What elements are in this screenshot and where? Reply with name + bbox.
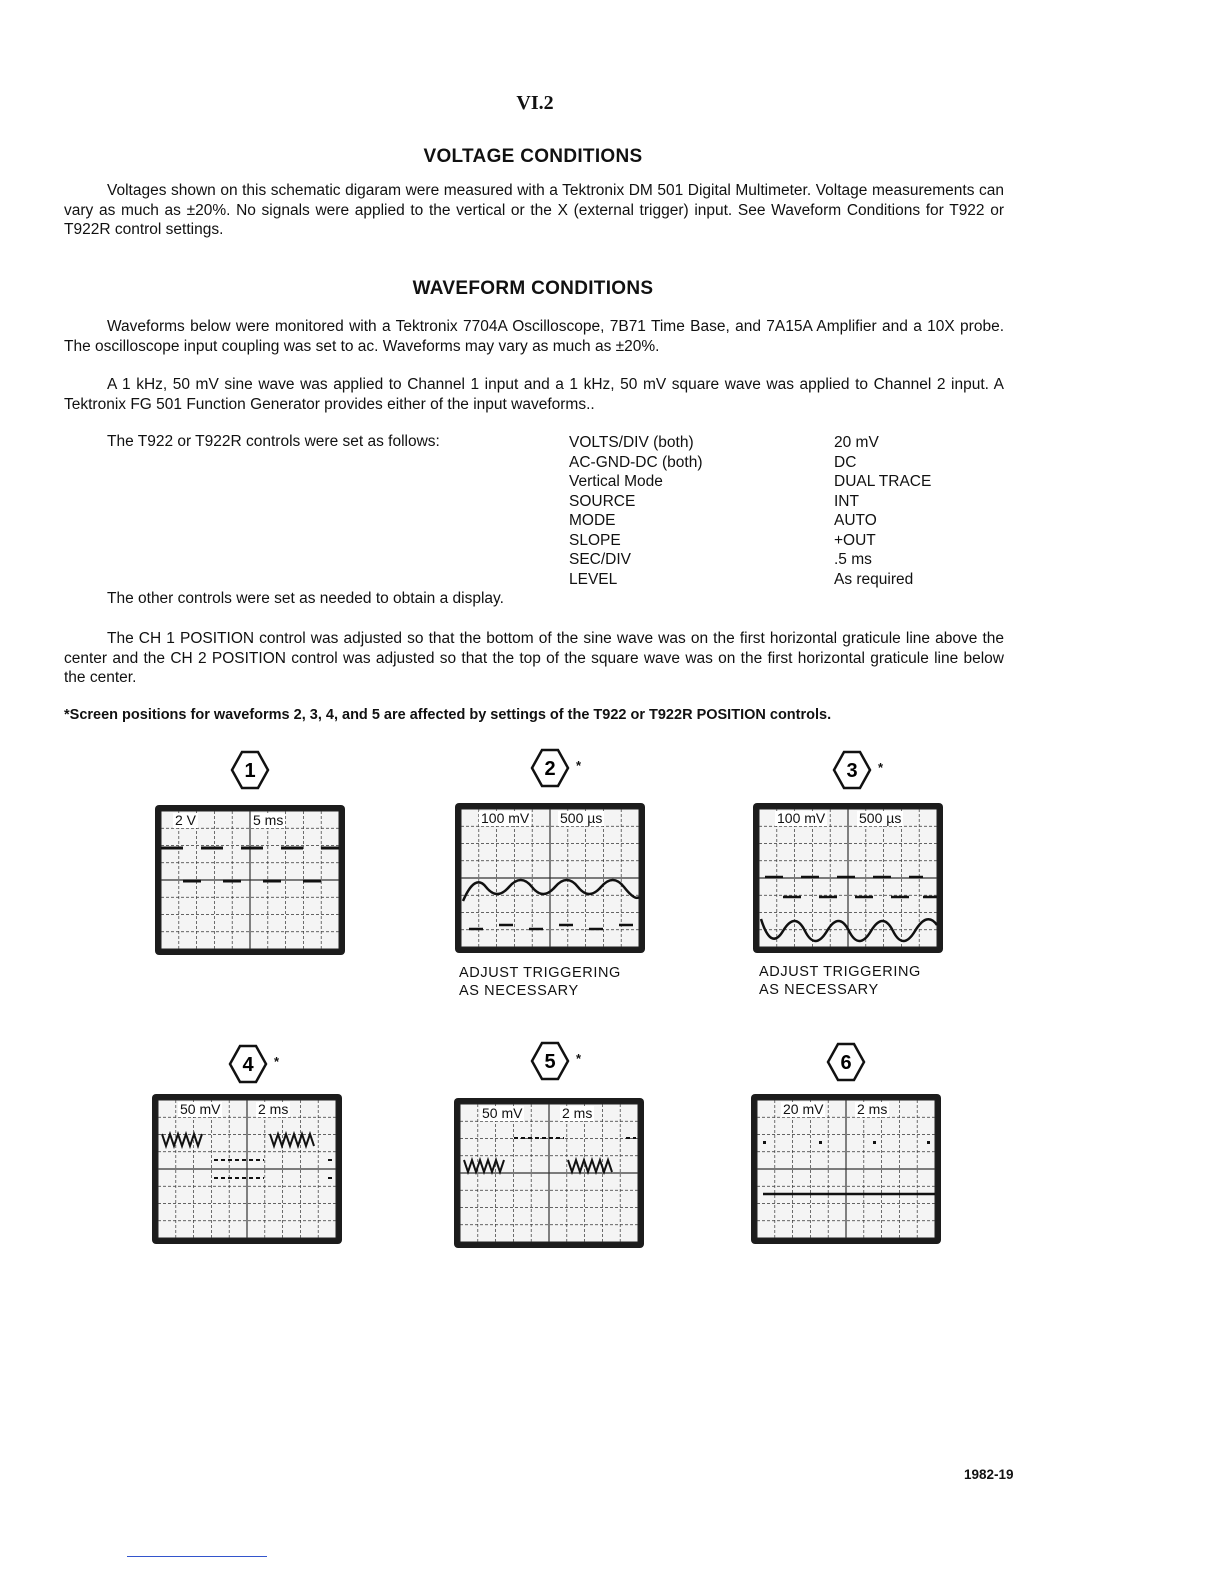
settings-row <box>569 492 931 512</box>
waveform-5-star: * <box>576 1051 582 1066</box>
scope-volts-label: 100 mV <box>777 810 826 826</box>
waveform-3-star: * <box>878 760 884 775</box>
waveform-paragraph-2 <box>64 375 1004 414</box>
waveform-4-label <box>228 1044 280 1084</box>
settings-row <box>569 550 931 570</box>
scope-time-label: 2 ms <box>258 1101 289 1117</box>
settings-control: SOURCE <box>569 492 636 510</box>
waveform-6-trace <box>751 1094 941 1244</box>
waveform-5-number: 5 <box>544 1051 556 1073</box>
waveform-2-star: * <box>576 758 582 773</box>
settings-row <box>569 570 931 590</box>
settings-value: DUAL TRACE <box>834 473 932 490</box>
scope-time-label: 500 µs <box>560 810 603 826</box>
other-controls-note: The other controls were set as needed to obtain a display. <box>107 590 504 607</box>
caption-line: AS NECESSARY <box>459 983 579 999</box>
scope-time-label: 5 ms <box>253 812 284 828</box>
waveform-paragraph-1 <box>64 317 1004 356</box>
caption-line: AS NECESSARY <box>759 982 879 998</box>
settings-control: Vertical Mode <box>569 473 663 490</box>
waveform-3-caption <box>759 963 921 999</box>
waveform-4-number: 4 <box>242 1054 254 1076</box>
waveform-2-number: 2 <box>544 758 556 780</box>
waveform-6-label <box>826 1042 866 1082</box>
settings-table <box>569 433 931 589</box>
waveform-1-label <box>230 750 270 790</box>
waveform-4-star: * <box>274 1054 280 1069</box>
waveform-heading: WAVEFORM CONDITIONS <box>412 278 654 299</box>
scope-screen-6 <box>751 1094 941 1244</box>
scope-screen-2 <box>455 803 645 953</box>
settings-control: SLOPE <box>569 531 621 549</box>
hexagon-icon <box>826 1042 866 1082</box>
settings-intro: The T922 or T922R controls were set as follows: <box>107 433 440 450</box>
settings-row <box>569 453 931 473</box>
waveform-3-label <box>832 750 884 790</box>
voltage-text: Voltages shown on this schematic digaram were measured with a Tektronix DM 501 Digital Multimeter. Voltage measurements can vary as much as ±20%. No signals were applied to the vertical or the X (external trigger) input. See Waveform Conditions for T922 or T922R control settings. <box>64 182 1004 238</box>
settings-value: AUTO <box>834 512 877 529</box>
scope-time-label: 2 ms <box>562 1105 593 1121</box>
waveform-text-3: The CH 1 POSITION control was adjusted so that the bottom of the sine wave was on the first horizontal graticule line above the center and the CH 2 POSITION control was adjusted so that the top of the square wave was on the first horizontal graticule line below the center. <box>64 630 1004 686</box>
scope-volts-label: 100 mV <box>481 810 530 826</box>
scope-volts-label: 50 mV <box>482 1105 523 1121</box>
hexagon-icon <box>832 750 872 790</box>
page-number: VI.2 <box>516 92 554 114</box>
caption-line: ADJUST TRIGGERING <box>759 964 921 980</box>
waveform-text-1: Waveforms below were monitored with a Tektronix 7704A Oscilloscope, 7B71 Time Base, and 7A15A Amplifier and a 10X probe. The oscilloscope input coupling was set to ac. Waveforms may vary as much as ±20%. <box>64 318 1004 355</box>
scope-volts-label: 50 mV <box>180 1101 221 1117</box>
settings-row <box>569 433 931 453</box>
scope-screen-5 <box>454 1098 644 1248</box>
settings-row <box>569 472 931 492</box>
settings-row <box>569 511 931 531</box>
settings-value: +OUT <box>834 531 876 549</box>
hexagon-icon <box>530 748 570 788</box>
settings-control: LEVEL <box>569 570 618 588</box>
settings-value: As required <box>834 570 914 588</box>
scope-screen-4 <box>152 1094 342 1244</box>
scope-screen-1 <box>155 805 345 955</box>
caption-line: ADJUST TRIGGERING <box>459 965 621 981</box>
screen-position-note: *Screen positions for waveforms 2, 3, 4, and 5 are affected by settings of the T922 or T922R POSITION controls. <box>64 707 832 723</box>
settings-control: AC-GND-DC (both) <box>569 453 703 471</box>
bottom-rule <box>127 1556 267 1557</box>
settings-value: 20 mV <box>834 434 879 451</box>
settings-value: DC <box>834 453 857 471</box>
waveform-5-label <box>530 1041 582 1081</box>
voltage-paragraph <box>64 181 1004 240</box>
settings-value: .5 ms <box>834 551 872 568</box>
settings-control: SEC/DIV <box>569 551 632 568</box>
scope-volts-label: 2 V <box>175 812 197 828</box>
scope-volts-label: 20 mV <box>783 1101 824 1117</box>
hexagon-icon <box>530 1041 570 1081</box>
settings-row <box>569 531 931 551</box>
waveform-2-label <box>530 748 582 788</box>
settings-value: INT <box>834 492 859 510</box>
voltage-heading: VOLTAGE CONDITIONS <box>423 146 643 167</box>
waveform-text-2: A 1 kHz, 50 mV sine wave was applied to Channel 1 input and a 1 kHz, 50 mV square wave was applied to Channel 2 input. A Tektronix FG 501 Function Generator provides either of the input waveforms.. <box>64 376 1004 413</box>
page-footer-code: 1982-19 <box>964 1467 1014 1482</box>
scope-time-label: 2 ms <box>857 1101 888 1117</box>
waveform-1-number: 1 <box>244 760 256 782</box>
settings-control: VOLTS/DIV (both) <box>569 434 694 451</box>
waveform-paragraph-3 <box>64 629 1004 688</box>
waveform-6-number: 6 <box>840 1052 852 1074</box>
hexagon-icon <box>230 750 270 790</box>
hexagon-icon <box>228 1044 268 1084</box>
scope-screen-3 <box>753 803 943 953</box>
settings-control: MODE <box>569 512 616 529</box>
waveform-3-number: 3 <box>846 760 858 782</box>
waveform-2-caption <box>459 964 621 1000</box>
scope-time-label: 500 µs <box>859 810 902 826</box>
